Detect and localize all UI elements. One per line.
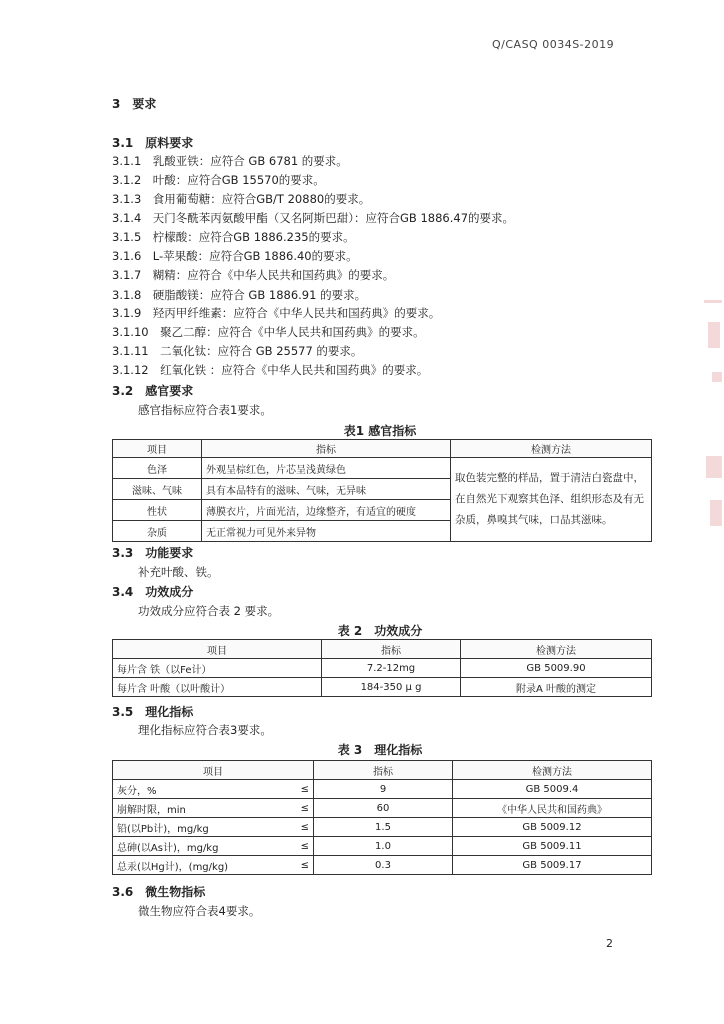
raw-material-item: 3.1.12 红氧化铁 ：应符合《中华人民共和国药典》的要求。	[112, 363, 429, 377]
table-cell: 杂质	[113, 521, 202, 542]
table-cell-operator: ≤	[281, 856, 314, 875]
raw-material-item: 3.1.2 叶酸：应符合GB 15570的要求。	[112, 173, 325, 187]
table-cell: 总砷(以As计)，mg/kg	[113, 837, 282, 856]
table-cell: 性状	[113, 500, 202, 521]
raw-material-item: 3.1.4 天门冬酰苯丙氨酸甲酯（又名阿斯巴甜）：应符合GB 1886.47的要求。	[112, 211, 515, 225]
table-cell: 无正常视力可见外来异物	[202, 521, 451, 542]
table-cell: GB 5009.17	[453, 856, 652, 875]
table-cell: GB 5009.90	[461, 659, 652, 678]
table-cell-operator: ≤	[281, 837, 314, 856]
section-3-4-text: 功效成分应符合表 2 要求。	[138, 604, 280, 618]
raw-material-item: 3.1.3 食用葡萄糖：应符合GB/T 20880的要求。	[112, 192, 371, 206]
table-cell: GB 5009.4	[453, 780, 652, 799]
table-cell: 外观呈棕红色，片芯呈浅黄绿色	[202, 458, 451, 479]
table2-caption: 表 2 功效成分	[337, 624, 423, 638]
table-cell: 184-350 μ g	[322, 678, 461, 697]
table-cell: 每片含 铁（以Fe计）	[113, 659, 322, 678]
table1-sensory	[112, 439, 652, 542]
table-cell: 灰分，%	[113, 780, 282, 799]
stamp-edge-mark	[710, 500, 722, 526]
table-header: 指标	[314, 761, 453, 780]
table-cell: 铅(以Pb计)，mg/kg	[113, 818, 282, 837]
table-cell: 总汞(以Hg计)，(mg/kg)	[113, 856, 282, 875]
table-cell: 1.0	[314, 837, 453, 856]
stamp-edge-mark	[706, 456, 722, 478]
table-cell: 色泽	[113, 458, 202, 479]
raw-material-item: 3.1.10 聚乙二醇：应符合《中华人民共和国药典》的要求。	[112, 325, 425, 339]
table-header: 项目	[113, 761, 314, 780]
table-header: 检测方法	[451, 440, 652, 458]
table-cell: 滋味、气味	[113, 479, 202, 500]
section-3-2-text: 感官指标应符合表1要求。	[138, 403, 272, 417]
section-3-3-text: 补充叶酸、铁。	[138, 565, 219, 579]
table-cell: 1.5	[314, 818, 453, 837]
table-header: 项目	[113, 440, 202, 458]
standard-number: Q/CASQ 0034S-2019	[492, 38, 615, 51]
stamp-edge-mark	[704, 300, 722, 303]
table-cell: 附录A 叶酸的测定	[461, 678, 652, 697]
table1-caption: 表1 感官指标	[343, 424, 417, 438]
table-cell-operator: ≤	[281, 780, 314, 799]
section-3-5-text: 理化指标应符合表3要求。	[138, 723, 272, 737]
raw-material-item: 3.1.7 糊精：应符合《中华人民共和国药典》的要求。	[112, 268, 395, 282]
section-3-4-heading: 3.4 功效成分	[112, 585, 194, 599]
table3-physicochemical	[112, 760, 652, 875]
table-cell: 0.3	[314, 856, 453, 875]
table-cell: 崩解时限，min	[113, 799, 282, 818]
table-header: 指标	[202, 440, 451, 458]
table-cell-method: 取色装完整的样品，置于清洁白瓷盘中，在自然光下观察其色泽、组织形态及有无杂质，鼻嗅其气味，口品其滋味。	[451, 458, 652, 542]
table-cell: 《中华人民共和国药典》	[453, 799, 652, 818]
section-3-2-heading: 3.2 感官要求	[112, 384, 194, 398]
section-3-heading: 3 要求	[112, 97, 157, 111]
stamp-edge-mark	[708, 322, 720, 348]
section-3-6-text: 微生物应符合表4要求。	[138, 904, 261, 918]
page-number: 2	[606, 937, 613, 950]
table-header: 检测方法	[453, 761, 652, 780]
table-cell: GB 5009.12	[453, 818, 652, 837]
raw-material-item: 3.1.5 柠檬酸：应符合GB 1886.235的要求。	[112, 230, 355, 244]
raw-material-item: 3.1.11 二氧化钛：应符合 GB 25577 的要求。	[112, 344, 363, 358]
section-3-3-heading: 3.3 功能要求	[112, 546, 194, 560]
table-cell: 具有本品特有的滋味、气味，无异味	[202, 479, 451, 500]
raw-material-item: 3.1.6 L-苹果酸：应符合GB 1886.40的要求。	[112, 249, 358, 263]
table-cell: GB 5009.11	[453, 837, 652, 856]
table-cell: 60	[314, 799, 453, 818]
section-3-1-heading: 3.1 原料要求	[112, 136, 194, 150]
section-3-5-heading: 3.5 理化指标	[112, 705, 194, 719]
table-header: 检测方法	[461, 640, 652, 659]
table-cell-operator: ≤	[281, 799, 314, 818]
section-3-6-heading: 3.6 微生物指标	[112, 885, 206, 899]
table-cell-operator: ≤	[281, 818, 314, 837]
raw-material-item: 3.1.8 硬脂酸镁：应符合 GB 1886.91 的要求。	[112, 288, 367, 302]
table-header: 指标	[322, 640, 461, 659]
table-header: 项目	[113, 640, 322, 659]
stamp-edge-mark	[712, 372, 722, 382]
table-cell: 7.2-12mg	[322, 659, 461, 678]
raw-material-item: 3.1.1 乳酸亚铁：应符合 GB 6781 的要求。	[112, 154, 348, 168]
table3-caption: 表 3 理化指标	[337, 743, 423, 757]
table-cell: 薄膜衣片，片面光洁，边缘整齐，有适宜的硬度	[202, 500, 451, 521]
raw-material-item: 3.1.9 羟丙甲纤维素：应符合《中华人民共和国药典》的要求。	[112, 306, 441, 320]
table-cell: 9	[314, 780, 453, 799]
table-cell: 每片含 叶酸（以叶酸计）	[113, 678, 322, 697]
table2-functional-components	[112, 639, 652, 697]
